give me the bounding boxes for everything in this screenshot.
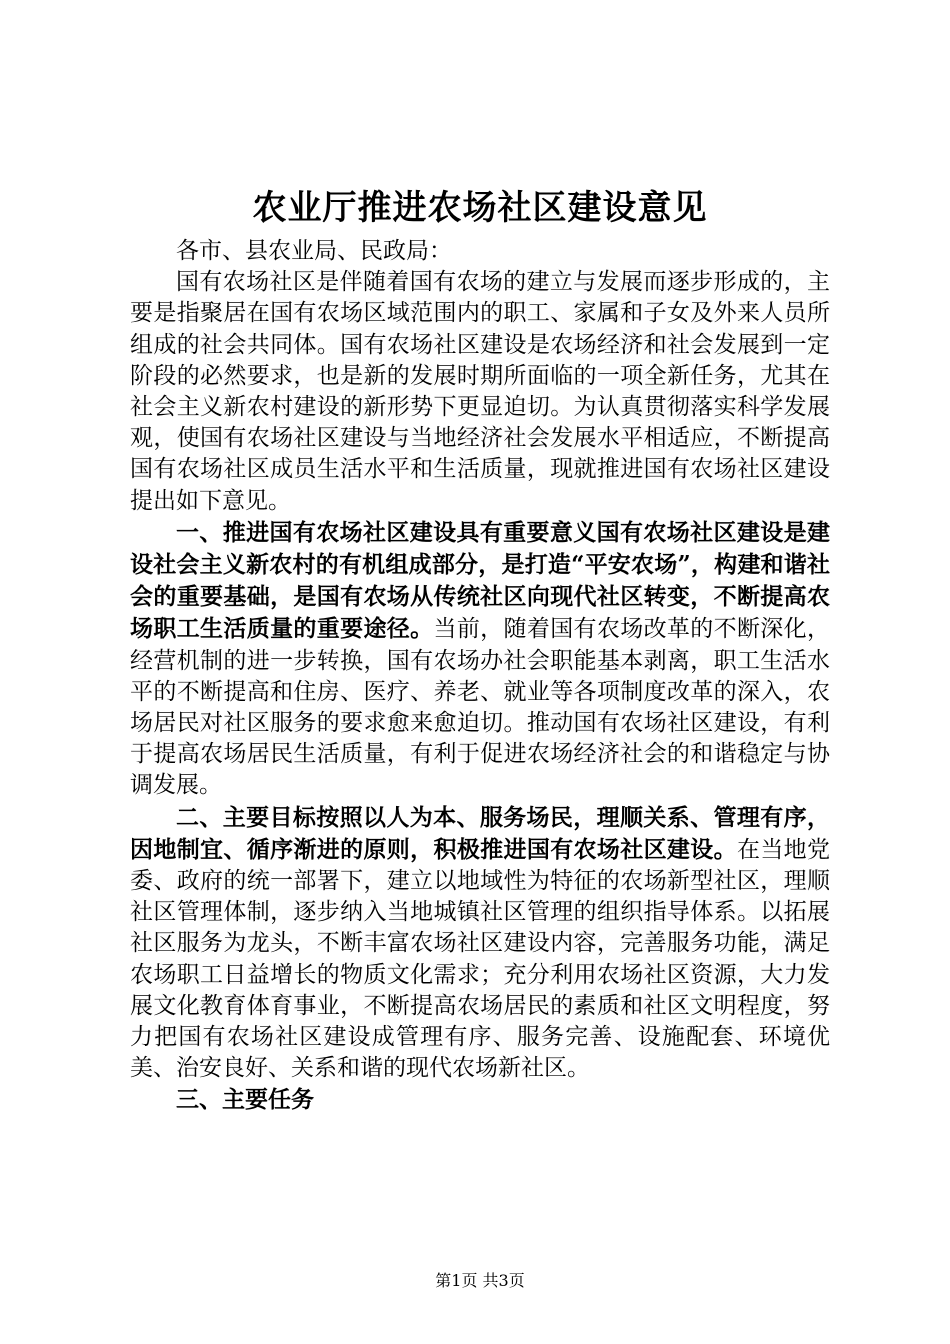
document-body xyxy=(130,236,830,1117)
section-one-heading: 一、推进国有农场社区建设具有重要意义国有农场社区建设是建设社会主义新农村的有机组成部分，是打造“平安农场”，构建和谐社会的重要基础，是国有农场从传统社区向现代社区转变，不断提高农场职工生活质量的重要途径。 xyxy=(130,518,830,643)
section-two-body: 在当地党委、政府的统一部署下，建立以地域性为特征的农场新型社区，理顺社区管理体制，逐步纳入当地城镇社区管理的组织指导体系。以拓展社区服务为龙头，不断丰富农场社区建设内容，完善服务功能，满足农场职工日益增长的物质文化需求；充分利用农场社区资源，大力发展文化教育体育事业，不断提高农场居民的素质和社区文明程度，努力把国有农场社区建设成管理有序、服务完善、设施配套、环境优美、治安良好、关系和谐的现代农场新社区。 xyxy=(130,836,831,1082)
intro-paragraph: 国有农场社区是伴随着国有农场的建立与发展而逐步形成的，主要是指聚居在国有农场区域范围内的职工、家属和子女及外来人员所组成的社会共同体。国有农场社区建设是农场经济和社会发展到一定阶段的必然要求，也是新的发展时期所面临的一项全新任务，尤其在社会主义新农村建设的新形势下更显迫切。为认真贯彻落实科学发展观，使国有农场社区建设与当地经济社会发展水平相适应，不断提高国有农场社区成员生活水平和生活质量，现就推进国有农场社区建设提出如下意见。 xyxy=(130,269,830,514)
section-one xyxy=(130,517,830,802)
section-two-heading: 二、主要目标按照以人为本、服务场民，理顺关系、管理有序，因地制宜、循序渐进的原则，积极推进国有农场社区建设。 xyxy=(130,803,830,863)
section-one-body: 当前，随着国有农场改革的不断深化，经营机制的进一步转换，国有农场办社会职能基本剥离，职工生活水平的不断提高和住房、医疗、养老、就业等各项制度改革的深入，农场居民对社区服务的要求愈来愈迫切。推动国有农场社区建设，有利于提高农场居民生活质量，有利于促进农场经济社会的和谐稳定与协调发展。 xyxy=(130,616,831,799)
salutation: 各市、县农业局、民政局： xyxy=(176,238,452,264)
document-page xyxy=(130,0,830,1344)
section-three xyxy=(130,1084,830,1116)
section-two xyxy=(130,802,830,1085)
page-footer: 第1页 共3页 xyxy=(435,1271,525,1290)
section-three-heading: 三、主要任务 xyxy=(176,1086,314,1114)
document-title: 农业厅推进农场社区建设意见 xyxy=(252,188,708,228)
